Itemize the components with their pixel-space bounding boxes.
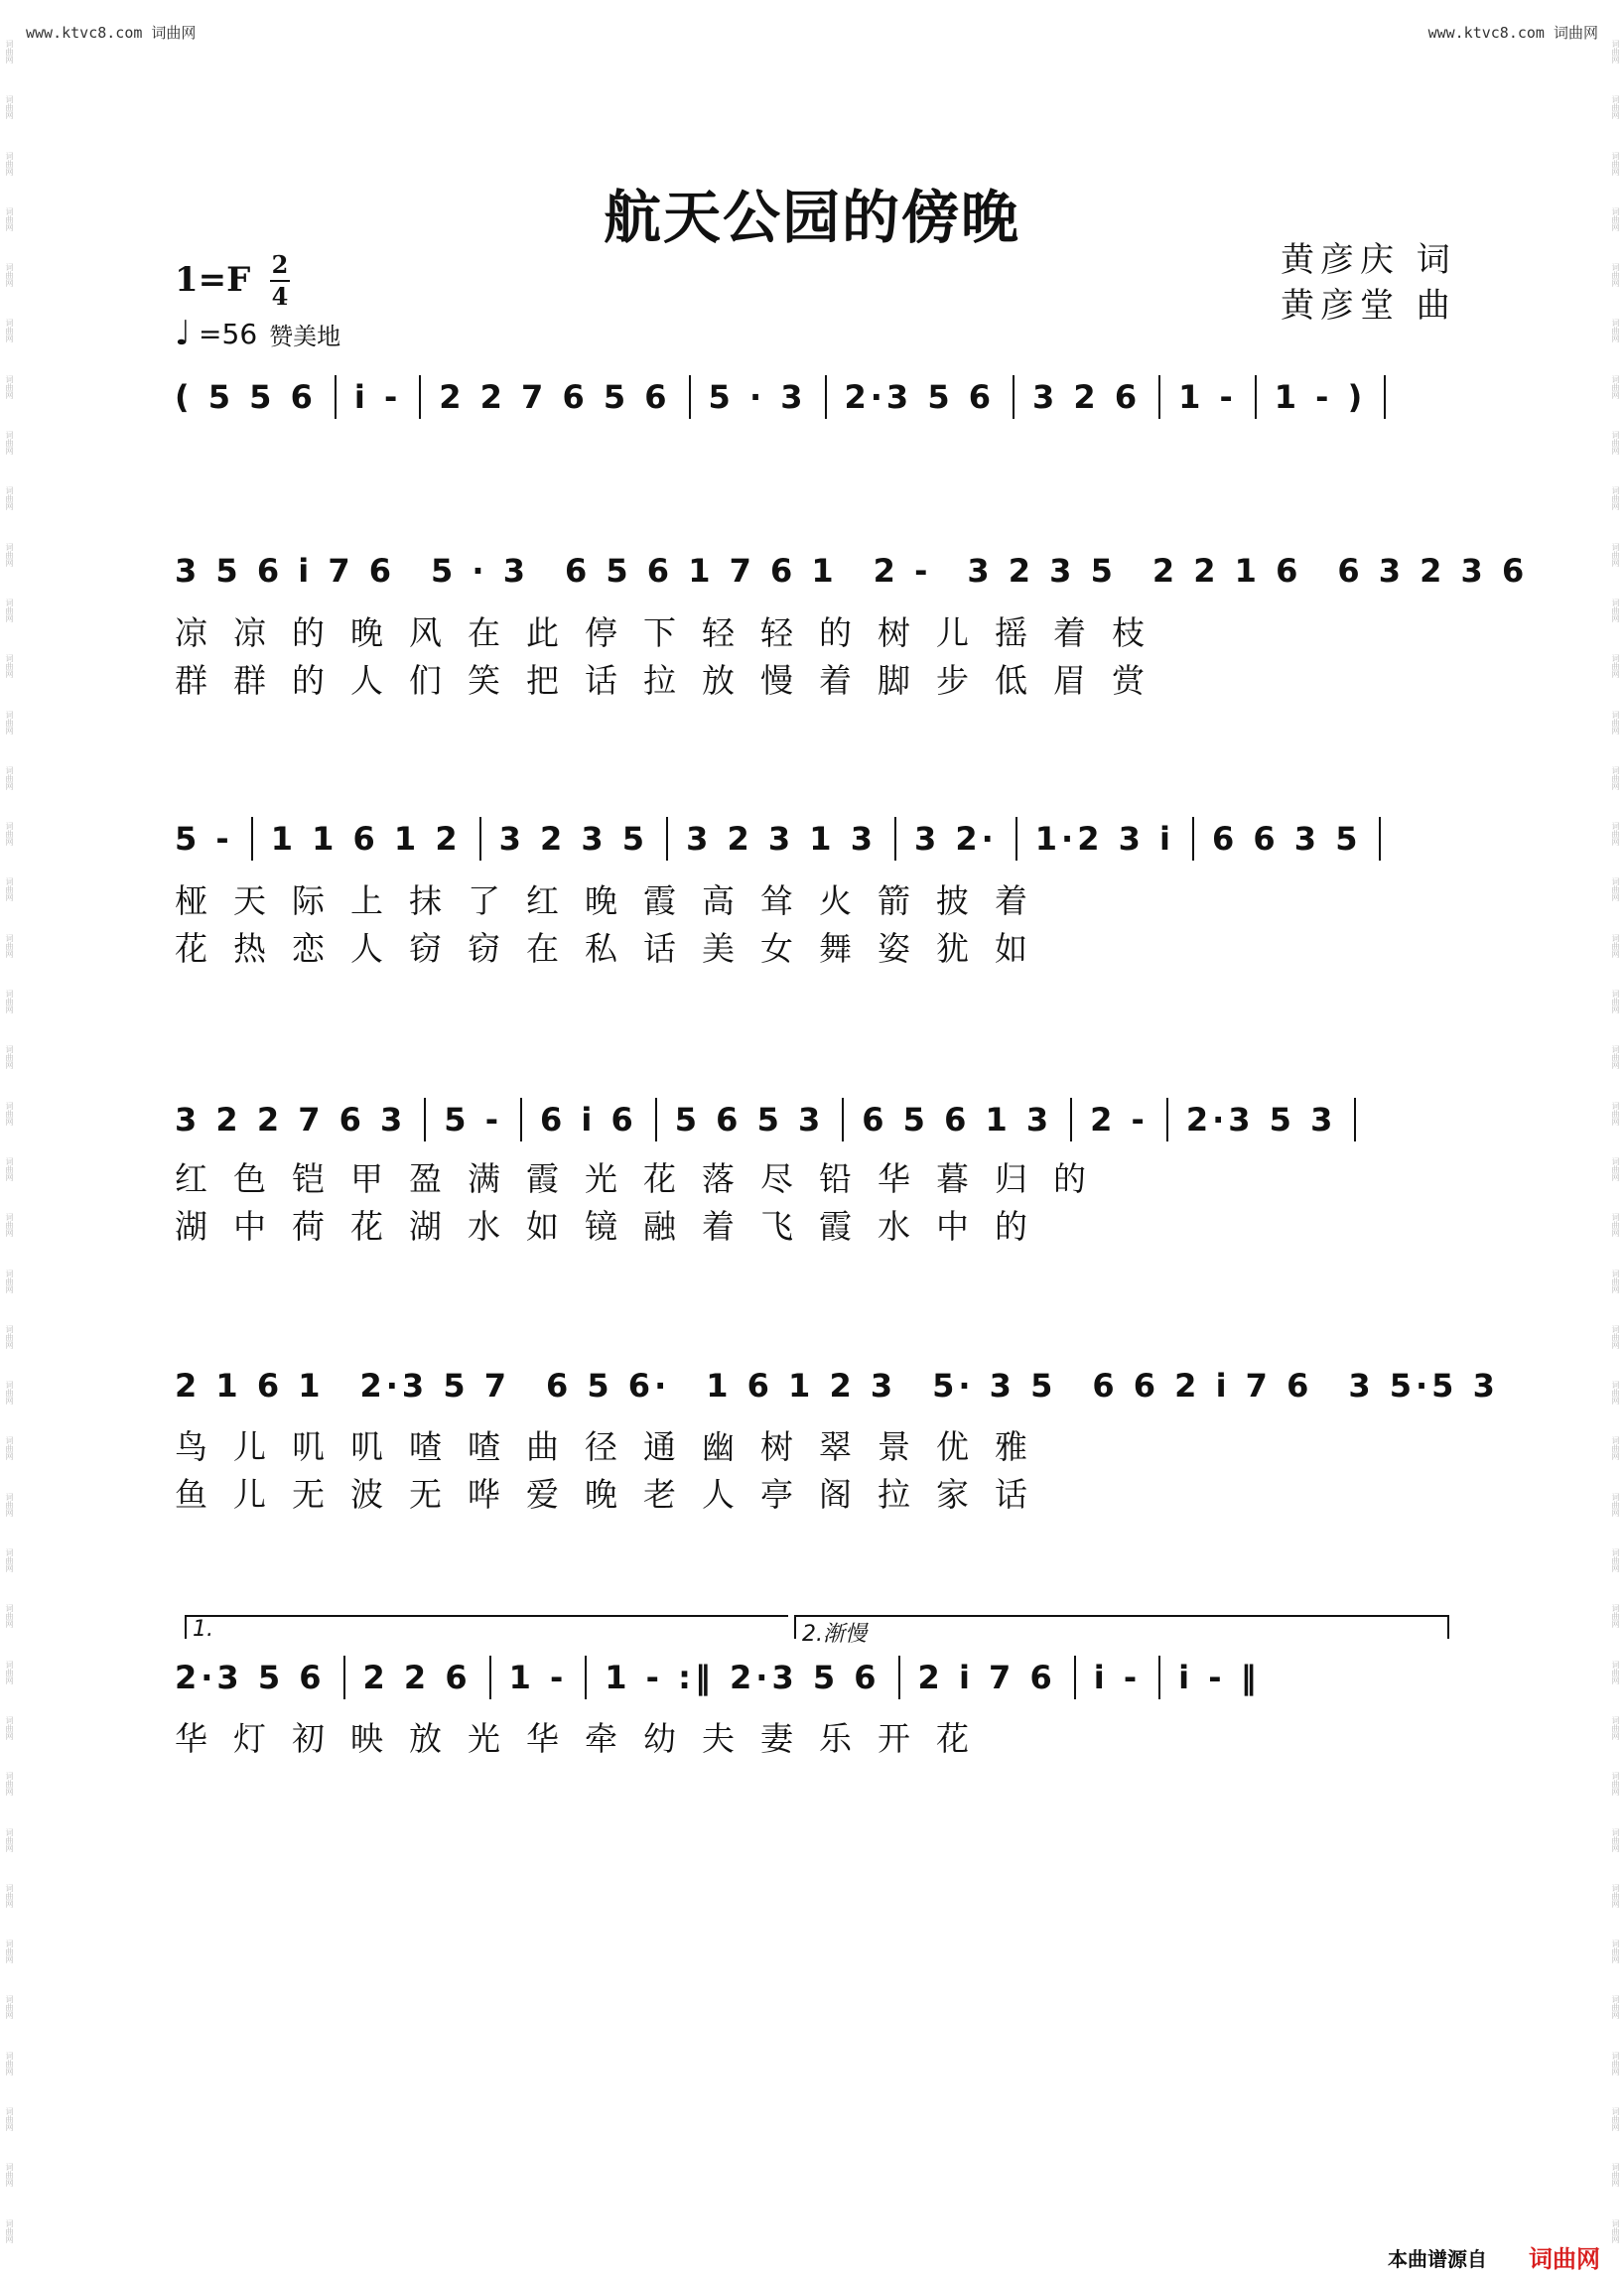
measure: 3 5 6 i 7 6 (175, 552, 395, 590)
side-watermark-text: 词曲网 (1611, 263, 1620, 288)
volta-first-ending: 1. (185, 1615, 788, 1639)
side-watermark-text: 词曲网 (5, 1269, 14, 1293)
barline (520, 1098, 522, 1141)
side-watermark-text: 词曲网 (5, 2163, 14, 2188)
measure: 6 5 6· (545, 1367, 671, 1405)
measure: ( 5 5 6 (175, 378, 317, 416)
measure: 1·2 3 i (1034, 820, 1174, 858)
lyrics-line-5-verse-1: 华灯初映放光华牵幼夫妻乐开花 (175, 1719, 995, 1758)
side-watermark-text: 词曲网 (5, 1548, 14, 1573)
side-watermark-text: 词曲网 (1611, 431, 1620, 456)
song-title: 航天公园的傍晚 (603, 184, 1020, 251)
side-watermark-text: 词曲网 (5, 206, 14, 231)
side-watermark-text: 词曲网 (1611, 151, 1620, 176)
measure: 3 2 2 7 6 3 (175, 1101, 407, 1139)
notation-line-1 (175, 541, 1529, 601)
measure: 2 - (1090, 1101, 1149, 1139)
barline (1070, 1098, 1072, 1141)
measure: 3 2 3 1 3 (686, 820, 877, 858)
measure: 3 2 3 5 (498, 820, 649, 858)
side-watermark-text: 词曲网 (5, 1772, 14, 1797)
barline (489, 1656, 491, 1699)
measure: 2 1 6 1 (175, 1367, 325, 1405)
side-watermark-text: 词曲网 (5, 1381, 14, 1406)
side-watermark-text: 词曲网 (1611, 1772, 1620, 1797)
side-watermark-text: 词曲网 (5, 431, 14, 456)
barline (479, 817, 481, 861)
notation-line-3 (175, 1090, 1455, 1149)
footer-site-logo[interactable]: 词曲网 (1529, 2245, 1600, 2273)
barline (343, 1656, 345, 1699)
side-watermark-text: 词曲网 (1611, 598, 1620, 622)
measure: 2·3 5 7 (359, 1367, 510, 1405)
barline (842, 1098, 844, 1141)
side-watermark-text: 词曲网 (1611, 877, 1620, 902)
side-watermark-text: 词曲网 (1611, 654, 1620, 679)
side-watermark-text: 词曲网 (5, 542, 14, 567)
side-watermark-text: 词曲网 (1611, 486, 1620, 511)
side-watermark-text: 词曲网 (5, 1604, 14, 1629)
side-watermark-text: 词曲网 (5, 1436, 14, 1461)
measure: 5 - (444, 1101, 502, 1139)
measure: 3 5·5 3 (1348, 1367, 1499, 1405)
measure: 5 - (175, 820, 233, 858)
side-watermark-text: 词曲网 (5, 1213, 14, 1238)
notation-line-5 (175, 1648, 1455, 1707)
side-watermark-text: 词曲网 (1611, 2051, 1620, 2076)
side-watermark-text: 词曲网 (5, 1883, 14, 1908)
side-watermark-text: 词曲网 (5, 374, 14, 399)
measure: 1 - (1178, 378, 1237, 416)
volta-second-ending: 2.渐慢 (794, 1615, 1449, 1639)
barline (335, 375, 337, 419)
measure: 3 2 6 (1032, 378, 1142, 416)
measure: i - (1093, 1659, 1142, 1696)
side-watermark-text: 词曲网 (5, 2106, 14, 2131)
barline (1158, 375, 1160, 419)
side-watermark-text: 词曲网 (5, 933, 14, 958)
footer-source-text: 本曲谱源自 (1388, 2247, 1487, 2271)
side-watermark-text: 词曲网 (1611, 765, 1620, 790)
measure: 6 i 6 (539, 1101, 637, 1139)
site-header-left: www.ktvc8.com 词曲网 (26, 24, 197, 42)
lyrics-line-1-verse-2: 群群的人们笑把话拉放慢着脚步低眉赏 (175, 661, 1170, 700)
side-watermark-text: 词曲网 (1611, 933, 1620, 958)
side-watermark-text: 词曲网 (1611, 319, 1620, 343)
side-watermark-text: 词曲网 (5, 710, 14, 735)
side-watermark-text: 词曲网 (1611, 40, 1620, 64)
barline (825, 375, 827, 419)
side-watermark-text: 词曲网 (5, 877, 14, 902)
side-watermark-text: 词曲网 (1611, 2163, 1620, 2188)
composer-credit: 黄彦堂 曲 (1281, 286, 1456, 326)
barline (1166, 1098, 1168, 1141)
quarter-note-icon: ♩ (175, 314, 192, 353)
barline (1354, 1098, 1356, 1141)
measure: 1 - :‖ 2·3 5 6 (605, 1659, 880, 1696)
side-watermark-text: 词曲网 (1611, 1660, 1620, 1684)
side-watermark-text: 词曲网 (1611, 1940, 1620, 1964)
barline (689, 375, 691, 419)
side-watermark-text: 词曲网 (1611, 1604, 1620, 1629)
side-watermark-text: 词曲网 (1611, 1101, 1620, 1126)
barline (1379, 817, 1381, 861)
lyrics-line-2-verse-1: 桠天际上抹了红晚霞高耸火箭披着 (175, 881, 1053, 920)
side-watermark-text: 词曲网 (5, 263, 14, 288)
side-watermark-text: 词曲网 (1611, 542, 1620, 567)
side-watermark-text: 词曲网 (5, 990, 14, 1014)
side-watermark-text: 词曲网 (1611, 1995, 1620, 2020)
side-watermark-text: 词曲网 (1611, 1436, 1620, 1461)
barline (894, 817, 896, 861)
side-watermark-right (1608, 40, 1622, 2243)
time-signature-bottom: 4 (271, 282, 289, 311)
measure: 1 6 1 2 3 (706, 1367, 897, 1405)
measure: 6 3 2 3 6 (1337, 552, 1529, 590)
lyrics-line-4-verse-1: 鸟儿叽叽喳喳曲径通幽树翠景优雅 (175, 1427, 1053, 1466)
notation-line-4 (175, 1356, 1499, 1415)
barline (1192, 817, 1194, 861)
side-watermark-text: 词曲网 (1611, 990, 1620, 1014)
side-watermark-text: 词曲网 (1611, 2106, 1620, 2131)
side-watermark-text: 词曲网 (5, 598, 14, 622)
side-watermark-text: 词曲网 (5, 1101, 14, 1126)
side-watermark-text: 词曲网 (5, 1995, 14, 2020)
side-watermark-left (2, 40, 16, 2243)
barline (666, 817, 668, 861)
measure: 6 6 3 5 (1211, 820, 1362, 858)
side-watermark-text: 词曲网 (1611, 1883, 1620, 1908)
side-watermark-text: 词曲网 (5, 654, 14, 679)
side-watermark-text: 词曲网 (5, 822, 14, 847)
side-watermark-text: 词曲网 (1611, 95, 1620, 120)
side-watermark-text: 词曲网 (5, 40, 14, 64)
side-watermark-text: 词曲网 (5, 1492, 14, 1517)
measure: 2 2 1 6 (1151, 552, 1302, 590)
side-watermark-text: 词曲网 (1611, 1381, 1620, 1406)
barline (424, 1098, 426, 1141)
side-watermark-text: 词曲网 (1611, 2218, 1620, 2243)
side-watermark-text: 词曲网 (1611, 1827, 1620, 1852)
barline (1255, 375, 1257, 419)
barline (419, 375, 421, 419)
barline (585, 1656, 587, 1699)
tempo-marking (175, 314, 340, 353)
side-watermark-text: 词曲网 (5, 1827, 14, 1852)
measure: 2 i 7 6 (917, 1659, 1056, 1696)
side-watermark-text: 词曲网 (1611, 1213, 1620, 1238)
lyricist-credit: 黄彦庆 词 (1281, 240, 1456, 280)
barline (1074, 1656, 1076, 1699)
barline (1384, 375, 1386, 419)
notation-line-0 (175, 367, 1455, 427)
measure: 6 5 6 1 3 (862, 1101, 1053, 1139)
side-watermark-text: 词曲网 (1611, 1269, 1620, 1293)
measure: 3 2· (913, 820, 998, 858)
time-signature (270, 252, 290, 310)
lyrics-line-3-verse-1: 红色铠甲盈满霞光花落尽铅华暮归的 (175, 1159, 1112, 1198)
lyrics-line-2-verse-2: 花热恋人窃窃在私话美女舞姿犹如 (175, 929, 1053, 968)
side-watermark-text: 词曲网 (1611, 1045, 1620, 1070)
side-watermark-text: 词曲网 (5, 765, 14, 790)
barline (1158, 1656, 1160, 1699)
side-watermark-text: 词曲网 (1611, 1324, 1620, 1349)
measure: 1 - (508, 1659, 568, 1696)
side-watermark-text: 词曲网 (1611, 1492, 1620, 1517)
lyrics-line-1-verse-1: 凉凉的晚风在此停下轻轻的树儿摇着枝 (175, 613, 1170, 652)
notation-line-2 (175, 809, 1455, 869)
side-watermark-text: 词曲网 (5, 151, 14, 176)
measure: 5 · 3 (431, 552, 529, 590)
measure: 5· 3 5 (932, 1367, 1057, 1405)
side-watermark-text: 词曲网 (5, 1324, 14, 1349)
measure: i - ‖ (1178, 1659, 1261, 1696)
measure: 2·3 5 6 (844, 378, 995, 416)
side-watermark-text: 词曲网 (5, 319, 14, 343)
measure: 1 1 6 1 2 (270, 820, 462, 858)
side-watermark-text: 词曲网 (5, 2218, 14, 2243)
measure: 2·3 5 6 (175, 1659, 326, 1696)
measure: 2 2 6 (362, 1659, 472, 1696)
side-watermark-text: 词曲网 (5, 1715, 14, 1740)
side-watermark-text: 词曲网 (5, 95, 14, 120)
measure: 6 5 6 1 7 6 1 (564, 552, 838, 590)
site-header-right: www.ktvc8.com 词曲网 (1427, 24, 1598, 42)
side-watermark-text: 词曲网 (1611, 374, 1620, 399)
side-watermark-text: 词曲网 (1611, 710, 1620, 735)
side-watermark-text: 词曲网 (5, 1660, 14, 1684)
measure: 5 6 5 3 (674, 1101, 825, 1139)
measure: 2 - (873, 552, 932, 590)
measure: 6 6 2 i 7 6 (1092, 1367, 1313, 1405)
barline (1013, 375, 1015, 419)
lyrics-line-3-verse-2: 湖中荷花湖水如镜融着飞霞水中的 (175, 1207, 1053, 1246)
time-signature-top: 2 (271, 250, 289, 279)
measure: 2 2 7 6 5 6 (439, 378, 671, 416)
side-watermark-text: 词曲网 (1611, 1548, 1620, 1573)
side-watermark-text: 词曲网 (1611, 822, 1620, 847)
lyrics-line-4-verse-2: 鱼儿无波无哗爱晚老人亭阁拉家话 (175, 1475, 1053, 1514)
side-watermark-text: 词曲网 (1611, 1156, 1620, 1181)
measure: i - (353, 378, 402, 416)
measure: 1 - ) (1274, 378, 1367, 416)
tempo-expression: 赞美地 (269, 322, 341, 350)
side-watermark-text: 词曲网 (5, 1045, 14, 1070)
barline (251, 817, 253, 861)
side-watermark-text: 词曲网 (5, 486, 14, 511)
measure: 5 · 3 (708, 378, 807, 416)
side-watermark-text: 词曲网 (5, 1940, 14, 1964)
tempo-value: =56 (199, 317, 258, 350)
side-watermark-text: 词曲网 (5, 1156, 14, 1181)
measure: 3 2 3 5 (967, 552, 1117, 590)
barline (898, 1656, 900, 1699)
key-signature: 1=F (175, 260, 251, 300)
side-watermark-text: 词曲网 (1611, 206, 1620, 231)
side-watermark-text: 词曲网 (5, 2051, 14, 2076)
side-watermark-text: 词曲网 (1611, 1715, 1620, 1740)
barline (655, 1098, 657, 1141)
barline (1015, 817, 1017, 861)
measure: 2·3 5 3 (1185, 1101, 1337, 1139)
